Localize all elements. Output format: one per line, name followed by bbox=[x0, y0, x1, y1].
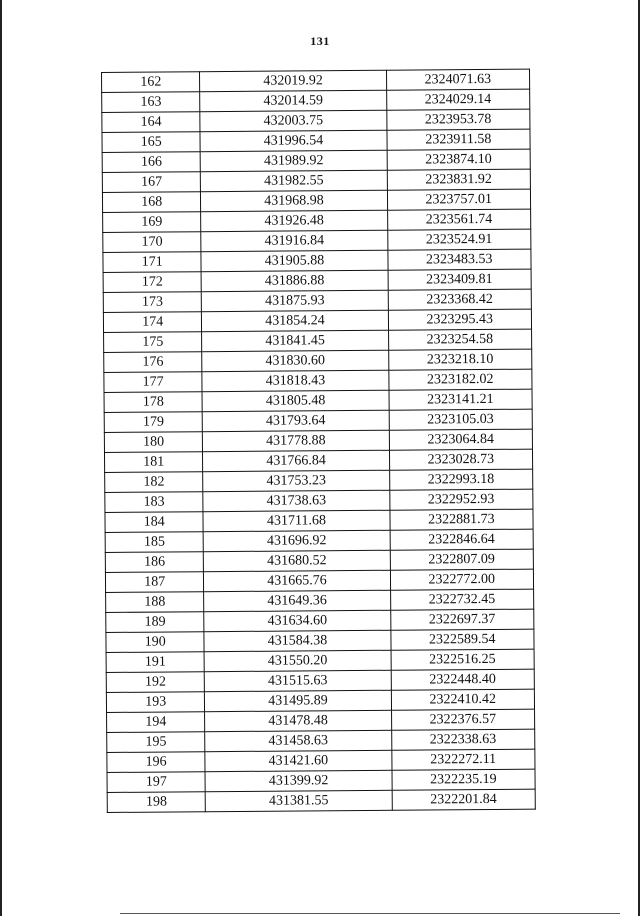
x-coordinate-cell: 431738.63 bbox=[203, 490, 389, 511]
table-row bbox=[107, 729, 535, 752]
y-coordinate-cell: 2322338.63 bbox=[391, 729, 535, 750]
x-coordinate-cell: 431478.48 bbox=[205, 710, 391, 731]
y-coordinate-cell: 2323182.02 bbox=[388, 369, 532, 390]
point-number-cell: 177 bbox=[104, 372, 203, 393]
x-coordinate-cell: 432019.92 bbox=[200, 70, 386, 91]
y-coordinate-cell: 2322881.73 bbox=[389, 509, 533, 530]
point-number-cell: 165 bbox=[102, 132, 201, 153]
point-number-cell: 198 bbox=[107, 792, 206, 813]
point-number-cell: 171 bbox=[103, 252, 202, 273]
y-coordinate-cell: 2322807.09 bbox=[390, 549, 534, 570]
y-coordinate-cell: 2322697.37 bbox=[390, 609, 534, 630]
y-coordinate-cell: 2322952.93 bbox=[389, 489, 533, 510]
point-number-cell: 163 bbox=[102, 92, 201, 113]
x-coordinate-cell: 431515.63 bbox=[205, 670, 391, 691]
point-number-cell: 179 bbox=[104, 412, 203, 433]
x-coordinate-cell: 431421.60 bbox=[205, 750, 391, 771]
y-coordinate-cell: 2323953.78 bbox=[386, 109, 530, 130]
coordinates-table-body bbox=[102, 69, 536, 812]
point-number-cell: 187 bbox=[105, 572, 204, 593]
y-coordinate-cell: 2324071.63 bbox=[386, 69, 530, 90]
table-row bbox=[103, 289, 531, 312]
y-coordinate-cell: 2322448.40 bbox=[391, 669, 535, 690]
point-number-cell: 176 bbox=[104, 352, 203, 373]
x-coordinate-cell: 431665.76 bbox=[204, 570, 390, 591]
x-coordinate-cell: 432003.75 bbox=[200, 110, 386, 131]
table-row bbox=[106, 649, 534, 672]
table-row bbox=[106, 609, 534, 632]
y-coordinate-cell: 2323295.43 bbox=[388, 309, 532, 330]
point-number-cell: 197 bbox=[107, 772, 206, 793]
coordinates-table bbox=[101, 69, 536, 813]
y-coordinate-cell: 2323831.92 bbox=[387, 169, 531, 190]
x-coordinate-cell: 431793.64 bbox=[203, 410, 389, 431]
point-number-cell: 164 bbox=[102, 112, 201, 133]
x-coordinate-cell: 431854.24 bbox=[202, 310, 388, 331]
page-left-border bbox=[0, 0, 2, 916]
point-number-cell: 180 bbox=[104, 432, 203, 453]
point-number-cell: 175 bbox=[104, 332, 203, 353]
point-number-cell: 190 bbox=[106, 632, 205, 653]
point-number-cell: 194 bbox=[107, 712, 206, 733]
page-number: 131 bbox=[310, 34, 330, 48]
point-number-cell: 173 bbox=[103, 292, 202, 313]
point-number-cell: 167 bbox=[102, 172, 201, 193]
x-coordinate-cell: 431916.84 bbox=[201, 230, 387, 251]
x-coordinate-cell: 431584.38 bbox=[204, 630, 390, 651]
point-number-cell: 172 bbox=[103, 272, 202, 293]
x-coordinate-cell: 431982.55 bbox=[201, 170, 387, 191]
table-row bbox=[103, 309, 531, 332]
y-coordinate-cell: 2323561.74 bbox=[387, 209, 531, 230]
page-bottom-line bbox=[120, 913, 620, 914]
x-coordinate-cell: 431989.92 bbox=[201, 150, 387, 171]
y-coordinate-cell: 2322410.42 bbox=[391, 689, 535, 710]
y-coordinate-cell: 2323757.01 bbox=[387, 189, 531, 210]
table-row bbox=[104, 449, 532, 472]
table-row bbox=[106, 669, 534, 692]
x-coordinate-cell: 431818.43 bbox=[202, 370, 388, 391]
point-number-cell: 174 bbox=[103, 312, 202, 333]
point-number-cell: 182 bbox=[105, 472, 204, 493]
point-number-cell: 191 bbox=[106, 652, 205, 673]
y-coordinate-cell: 2323218.10 bbox=[388, 349, 532, 370]
table-row bbox=[105, 489, 533, 512]
y-coordinate-cell: 2323483.53 bbox=[387, 249, 531, 270]
point-number-cell: 183 bbox=[105, 492, 204, 513]
y-coordinate-cell: 2323064.84 bbox=[389, 429, 533, 450]
y-coordinate-cell: 2323254.58 bbox=[388, 329, 532, 350]
table-row bbox=[102, 69, 530, 92]
table-row bbox=[105, 569, 533, 592]
table-row bbox=[102, 89, 530, 112]
point-number-cell: 178 bbox=[104, 392, 203, 413]
point-number-cell: 168 bbox=[102, 192, 201, 213]
point-number-cell: 169 bbox=[103, 212, 202, 233]
point-number-cell: 184 bbox=[105, 512, 204, 533]
x-coordinate-cell: 431696.92 bbox=[204, 530, 390, 551]
table-row bbox=[104, 429, 532, 452]
table-row bbox=[103, 209, 531, 232]
table-row bbox=[102, 169, 530, 192]
table-row bbox=[107, 709, 535, 732]
x-coordinate-cell: 431399.92 bbox=[205, 770, 391, 791]
y-coordinate-cell: 2323409.81 bbox=[388, 269, 532, 290]
y-coordinate-cell: 2324029.14 bbox=[386, 89, 530, 110]
table-row bbox=[105, 529, 533, 552]
table-row bbox=[104, 409, 532, 432]
table-row bbox=[105, 469, 533, 492]
table-row bbox=[103, 269, 531, 292]
y-coordinate-cell: 2322993.18 bbox=[389, 469, 533, 490]
table-row bbox=[102, 189, 530, 212]
y-coordinate-cell: 2323874.10 bbox=[387, 149, 531, 170]
x-coordinate-cell: 431381.55 bbox=[206, 790, 392, 811]
x-coordinate-cell: 431649.36 bbox=[204, 590, 390, 611]
y-coordinate-cell: 2322516.25 bbox=[391, 649, 535, 670]
table-row bbox=[103, 229, 531, 252]
y-coordinate-cell: 2323368.42 bbox=[388, 289, 532, 310]
y-coordinate-cell: 2322201.84 bbox=[392, 789, 536, 810]
point-number-cell: 186 bbox=[105, 552, 204, 573]
point-number-cell: 192 bbox=[106, 672, 205, 693]
x-coordinate-cell: 431550.20 bbox=[204, 650, 390, 671]
table-row bbox=[105, 549, 533, 572]
point-number-cell: 170 bbox=[103, 232, 202, 253]
x-coordinate-cell: 431805.48 bbox=[202, 390, 388, 411]
x-coordinate-cell: 431680.52 bbox=[204, 550, 390, 571]
table-row bbox=[106, 629, 534, 652]
x-coordinate-cell: 431753.23 bbox=[203, 470, 389, 491]
x-coordinate-cell: 431766.84 bbox=[203, 450, 389, 471]
table-row bbox=[107, 749, 535, 772]
table-row bbox=[106, 589, 534, 612]
x-coordinate-cell: 431830.60 bbox=[202, 350, 388, 371]
table-row bbox=[106, 689, 534, 712]
y-coordinate-cell: 2323105.03 bbox=[389, 409, 533, 430]
table-row bbox=[104, 389, 532, 412]
table-row bbox=[104, 349, 532, 372]
point-number-cell: 188 bbox=[106, 592, 205, 613]
y-coordinate-cell: 2322846.64 bbox=[390, 529, 534, 550]
y-coordinate-cell: 2322589.54 bbox=[390, 629, 534, 650]
point-number-cell: 181 bbox=[104, 452, 203, 473]
x-coordinate-cell: 431926.48 bbox=[201, 210, 387, 231]
table-row bbox=[102, 129, 530, 152]
point-number-cell: 166 bbox=[102, 152, 201, 173]
y-coordinate-cell: 2323524.91 bbox=[387, 229, 531, 250]
y-coordinate-cell: 2322732.45 bbox=[390, 589, 534, 610]
y-coordinate-cell: 2322235.19 bbox=[392, 769, 536, 790]
x-coordinate-cell: 431711.68 bbox=[203, 510, 389, 531]
table-row bbox=[102, 149, 530, 172]
y-coordinate-cell: 2322376.57 bbox=[391, 709, 535, 730]
point-number-cell: 196 bbox=[107, 752, 206, 773]
table-row bbox=[104, 369, 532, 392]
point-number-cell: 189 bbox=[106, 612, 205, 633]
table-row bbox=[107, 789, 535, 812]
x-coordinate-cell: 431905.88 bbox=[201, 250, 387, 271]
y-coordinate-cell: 2323028.73 bbox=[389, 449, 533, 470]
table-row bbox=[104, 329, 532, 352]
y-coordinate-cell: 2322772.00 bbox=[390, 569, 534, 590]
table-row bbox=[105, 509, 533, 532]
x-coordinate-cell: 431875.93 bbox=[202, 290, 388, 311]
y-coordinate-cell: 2323141.21 bbox=[389, 389, 533, 410]
point-number-cell: 195 bbox=[107, 732, 206, 753]
x-coordinate-cell: 431996.54 bbox=[200, 130, 386, 151]
x-coordinate-cell: 431634.60 bbox=[204, 610, 390, 631]
point-number-cell: 185 bbox=[105, 532, 204, 553]
table-row bbox=[103, 249, 531, 272]
point-number-cell: 193 bbox=[106, 692, 205, 713]
table-row bbox=[102, 109, 530, 132]
y-coordinate-cell: 2323911.58 bbox=[386, 129, 530, 150]
table-row bbox=[107, 769, 535, 792]
x-coordinate-cell: 431886.88 bbox=[202, 270, 388, 291]
x-coordinate-cell: 431841.45 bbox=[202, 330, 388, 351]
x-coordinate-cell: 431968.98 bbox=[201, 190, 387, 211]
x-coordinate-cell: 431495.89 bbox=[205, 690, 391, 711]
x-coordinate-cell: 431778.88 bbox=[203, 430, 389, 451]
x-coordinate-cell: 432014.59 bbox=[200, 90, 386, 111]
point-number-cell: 162 bbox=[102, 72, 201, 93]
y-coordinate-cell: 2322272.11 bbox=[391, 749, 535, 770]
x-coordinate-cell: 431458.63 bbox=[205, 730, 391, 751]
